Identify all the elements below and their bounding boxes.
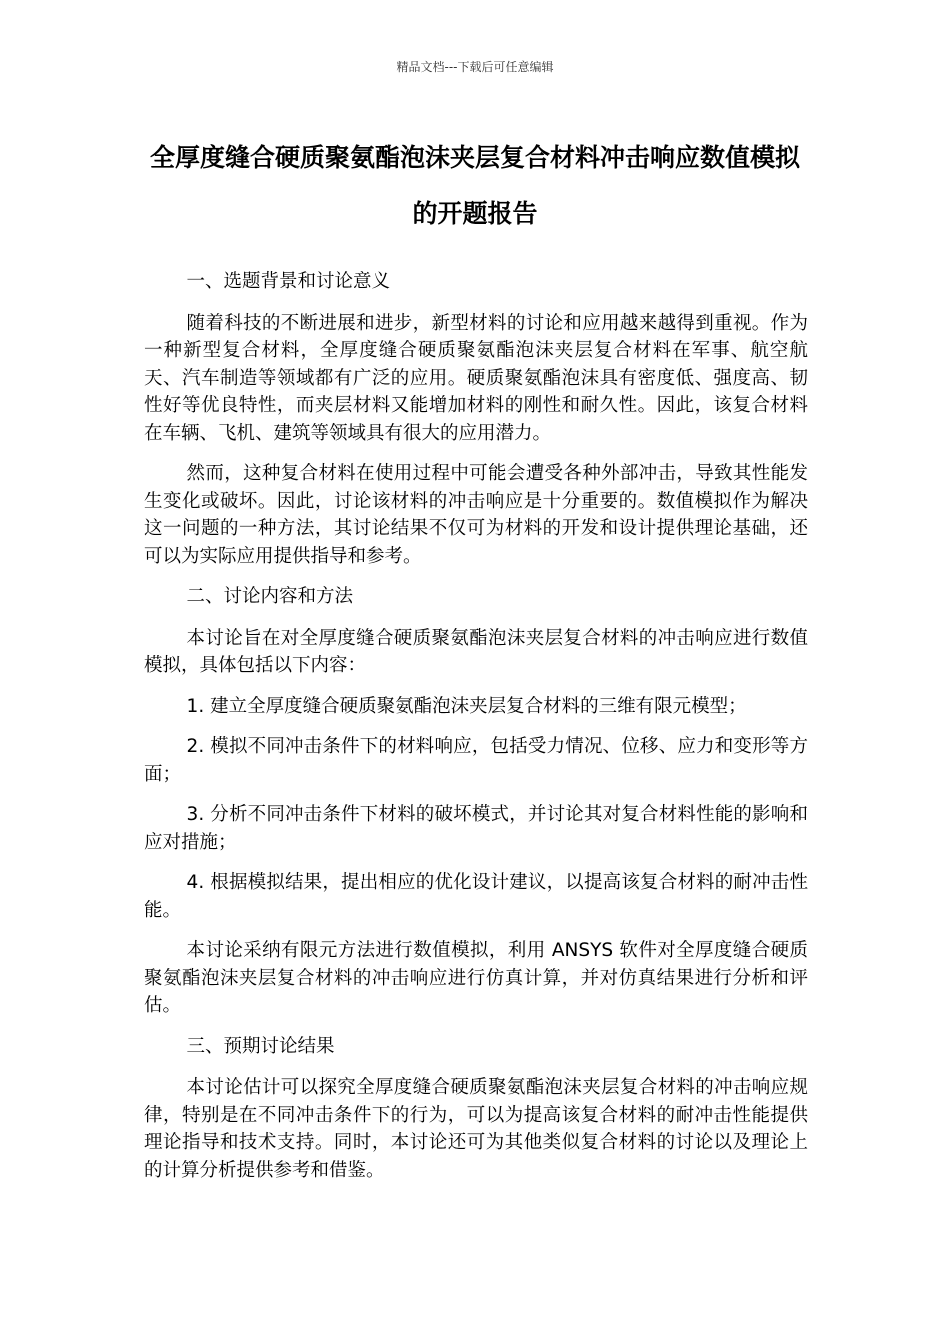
document-title: 全厚度缝合硬质聚氨酯泡沫夹层复合材料冲击响应数值模拟的开题报告 <box>149 143 800 228</box>
header-note: 精品文档---下载后可任意编辑 <box>396 60 554 74</box>
section-heading-background: 一、选题背景和讨论意义 <box>186 271 391 292</box>
paragraph-methods: 本讨论采纳有限元方法进行数值模拟，利用 ANSYS 软件对全厚度缝合硬质聚氨酯泡沫夹层复合材料的冲击响应进行仿真计算，并对仿真结果进行分析和评估。 <box>144 940 808 1016</box>
list-item-4: 4. 根据模拟结果，提出相应的优化设计建议，以提高该复合材料的耐冲击性能。 <box>144 872 808 921</box>
list-item-1: 1. 建立全厚度缝合硬质聚氨酯泡沫夹层复合材料的三维有限元模型； <box>186 695 747 717</box>
section-heading-expected-results: 三、预期讨论结果 <box>186 1035 335 1057</box>
section-heading-content-methods: 二、讨论内容和方法 <box>186 586 354 607</box>
paragraph-background-1: 随着科技的不断进展和进步，新型材料的讨论和应用越来越得到重视。作为一种新型复合材料，全厚度缝合硬质聚氨酯泡沫夹层复合材料在军事、航空航天、汽车制造等领域都有广泛的应用。硬质聚氨酯泡沫具有密度低、强度高、韧性好等优良特性，而夹层材料又能增加材料的刚性和耐久性。因此，该复合材料在车辆、飞机、建筑等领域具有很大的应用潜力。 <box>144 312 808 444</box>
paragraph-content-intro: 本讨论旨在对全厚度缝合硬质聚氨酯泡沫夹层复合材料的冲击响应进行数值模拟，具体包括以下内容： <box>144 627 808 676</box>
list-item-3: 3. 分析不同冲击条件下材料的破坏模式，并讨论其对复合材料性能的影响和应对措施； <box>144 804 808 853</box>
document-body <box>144 268 808 1197</box>
paragraph-expected-results: 本讨论估计可以探究全厚度缝合硬质聚氨酯泡沫夹层复合材料的冲击响应规律，特别是在不同冲击条件下的行为，可以为提高该复合材料的耐冲击性能提供理论指导和技术支持。同时，本讨论还可为其他类似复合材料的讨论以及理论上的计算分析提供参考和借鉴。 <box>144 1077 808 1181</box>
list-item-2: 2. 模拟不同冲击条件下的材料响应，包括受力情况、位移、应力和变形等方面； <box>144 736 808 785</box>
paragraph-background-2: 然而，这种复合材料在使用过程中可能会遭受各种外部冲击，导致其性能发生变化或破坏。因此，讨论该材料的冲击响应是十分重要的。数值模拟作为解决这一问题的一种方法，其讨论结果不仅可为材料的开发和设计提供理论基础，还可以为实际应用提供指导和参考。 <box>144 463 808 567</box>
